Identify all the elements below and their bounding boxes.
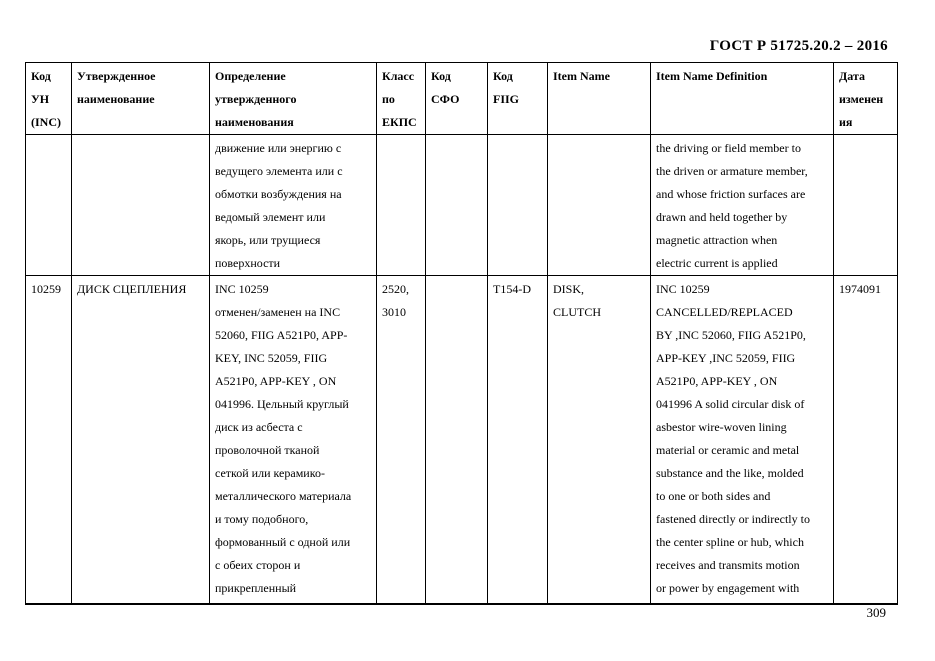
cell-sfo (426, 276, 488, 605)
cell-change-date: 1974091 (834, 276, 898, 605)
cell-fiig (488, 135, 548, 276)
page-number: 309 (866, 605, 886, 620)
table-row (26, 276, 898, 605)
cell-inc: 10259 (26, 276, 72, 605)
cell-definition: движение или энергию с ведущего элемента или с обмотки возбуждения на ведомый элемент или якорь, или трущиеся поверхности (210, 135, 377, 276)
table-row (26, 135, 898, 276)
cell-approved-name (72, 135, 210, 276)
cell-sfo (426, 135, 488, 276)
catalog-table (25, 62, 898, 605)
cell-class (377, 135, 426, 276)
cell-item-name (548, 135, 651, 276)
cell-definition: INC 10259 отменен/заменен на INC 52060, FIIG A521P0, APP- KEY, INC 52059, FIIG A521P0, APP-KEY , ON 041996. Цельный круглый диск из асбеста с проволочной тканой сеткой или керамико- металлического материала и тому подобного, формованный с одной или с обеих сторон и прикрепленный (210, 276, 377, 605)
cell-item-name-definition: INC 10259 CANCELLED/REPLACED BY ,INC 52060, FIIG A521P0, APP-KEY ,INC 52059, FIIG A521P0, APP-KEY , ON 041996 A solid circular disk of asbestor wire-woven lining material or ceramic and metal substance and the like, molded to one or both sides and fastened directly or indirectly to the center spline or hub, which receives and transmits motion or power by engagement with (651, 276, 834, 605)
header-inc: Код УН (INC) (26, 63, 72, 135)
cell-item-name: DISK, CLUTCH (548, 276, 651, 605)
header-item-name-definition: Item Name Definition (651, 63, 834, 135)
header-class: Класс по ЕКПС (377, 63, 426, 135)
header-item-name: Item Name (548, 63, 651, 135)
cell-approved-name: ДИСК СЦЕПЛЕНИЯ (72, 276, 210, 605)
header-change-date: Дата изменен ия (834, 63, 898, 135)
header-definition: Определение утвержденного наименования (210, 63, 377, 135)
document-code: ГОСТ Р 51725.20.2 – 2016 (709, 38, 888, 54)
cell-fiig: T154-D (488, 276, 548, 605)
table-header-row (26, 63, 898, 135)
header-approved-name: Утвержденное наименование (72, 63, 210, 135)
header-sfo: Код СФО (426, 63, 488, 135)
cell-inc (26, 135, 72, 276)
cell-item-name-definition: the driving or field member to the driven or armature member, and whose friction surfaces are drawn and held together by magnetic attraction when electric current is applied (651, 135, 834, 276)
header-fiig: Код FIIG (488, 63, 548, 135)
cell-change-date (834, 135, 898, 276)
cell-class: 2520, 3010 (377, 276, 426, 605)
